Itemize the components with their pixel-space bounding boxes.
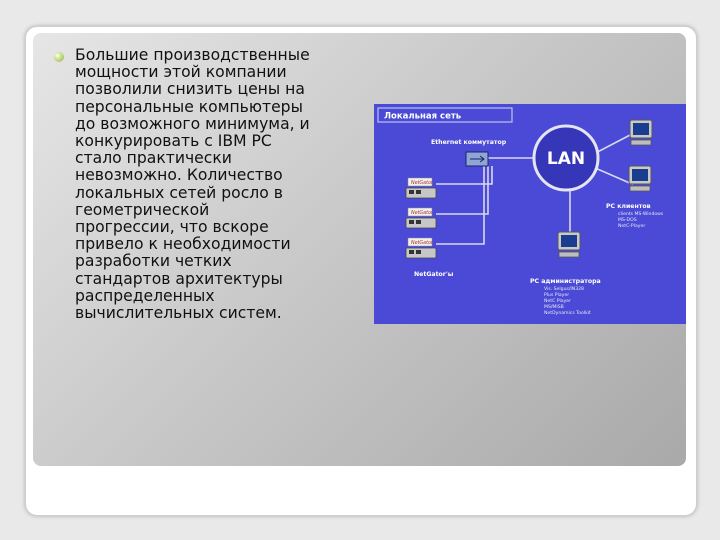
admin-subline: Vis. Selgus/IN328 xyxy=(544,287,584,292)
clients-subline: MS-DOS xyxy=(618,218,637,223)
svg-text:NetGator: NetGator xyxy=(411,181,433,186)
netgator-router-icon xyxy=(406,178,436,198)
admin-subline: MS/MISB xyxy=(544,305,564,310)
paragraph-line: мощности этой компании xyxy=(75,63,287,82)
paragraph-line: Большие производственные xyxy=(75,46,310,64)
paragraph-line: разработки четких xyxy=(75,252,232,271)
paragraph-line: локальных сетей росло в xyxy=(75,183,283,202)
admin-subline: Plus Player xyxy=(544,293,570,298)
ethernet-switch-icon xyxy=(466,152,488,166)
paragraph-line: конкурировать с IBM PC xyxy=(75,132,272,151)
clients-subline: NetC-Player xyxy=(618,224,646,229)
paragraph-line: невозможно. Количество xyxy=(75,166,283,185)
admin-label: PC администратора xyxy=(530,278,601,285)
admin-subline: NetDynamics Toolkit xyxy=(544,311,591,316)
paragraph-line: стандартов архитектуры xyxy=(75,269,283,288)
admin-subline: NetC Player xyxy=(544,299,572,304)
paragraph-line: до возможного минимума, и xyxy=(75,114,310,133)
svg-text:NetGator: NetGator xyxy=(411,241,433,246)
bullet-paragraph xyxy=(75,47,365,322)
paragraph-line: позволили снизить цены на xyxy=(75,80,305,99)
paragraph-line: персональные компьютеры xyxy=(75,97,303,116)
netgator-router-icon xyxy=(406,238,436,258)
lan-label: LAN xyxy=(546,149,586,169)
netgator-router-icon xyxy=(406,208,436,228)
clients-label: PC клиентов xyxy=(606,203,651,210)
paragraph-line: привело к необходимости xyxy=(75,235,291,254)
clients-subline: clients MS-Windows xyxy=(618,212,664,217)
hub-label: Ethernet коммутатор xyxy=(431,139,507,146)
paragraph-line: вычислительных систем. xyxy=(75,304,282,323)
svg-text:NetGator: NetGator xyxy=(411,211,433,216)
netgators-label: NetGator'ы xyxy=(414,271,454,278)
diagram-title: Локальная сеть xyxy=(384,111,462,122)
paragraph-line: стало практически xyxy=(75,149,232,168)
lan-diagram xyxy=(374,104,686,324)
paragraph-line: распределенных xyxy=(75,286,215,305)
paragraph-line: геометрической xyxy=(75,200,210,219)
admin-pc-icon xyxy=(558,232,580,257)
bullet-icon xyxy=(54,52,64,62)
paragraph-line: прогрессии, что вскоре xyxy=(75,218,269,237)
client-pc-icon xyxy=(629,166,651,191)
client-pc-icon xyxy=(630,120,652,145)
